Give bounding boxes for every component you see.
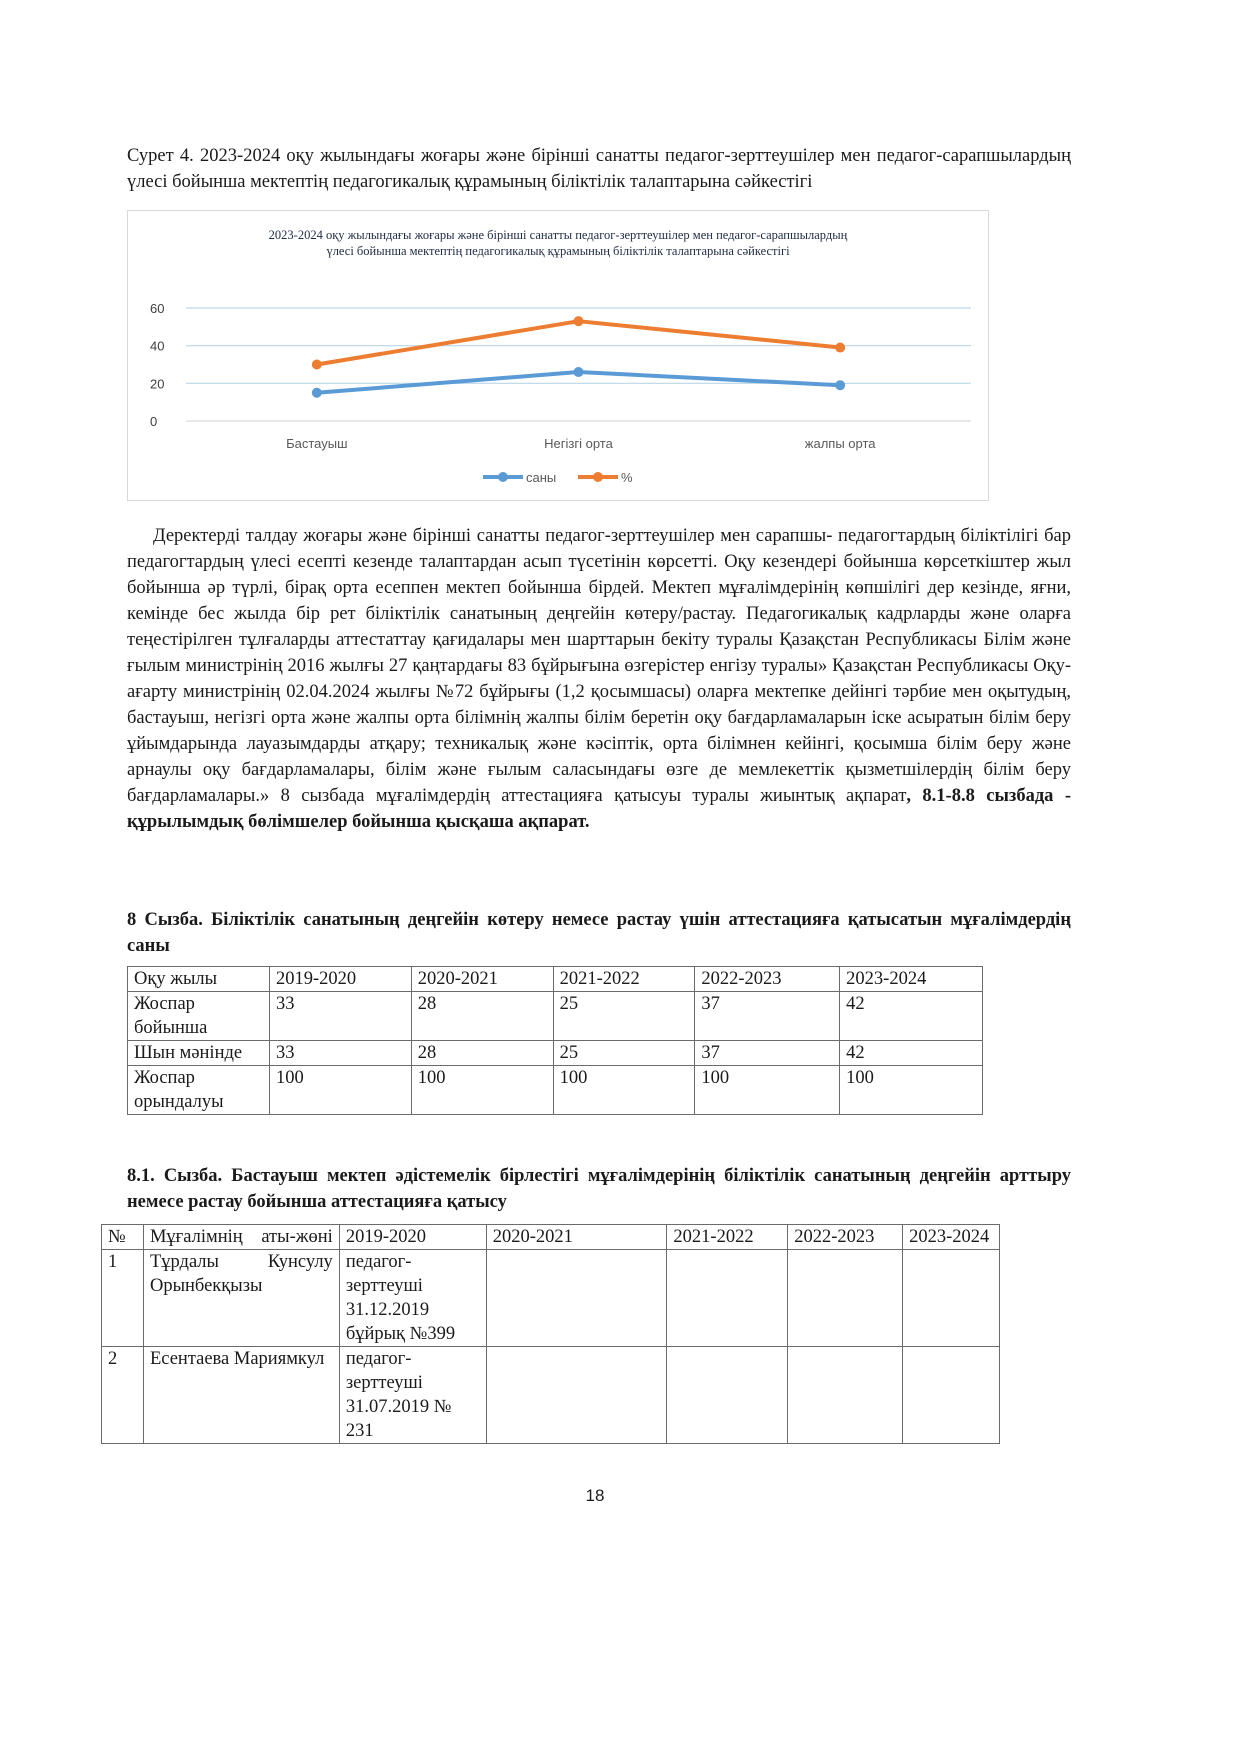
table-cell	[486, 1347, 667, 1444]
line-chart	[127, 210, 989, 501]
data-point-marker	[835, 343, 845, 353]
body-text: Деректерді талдау жоғары және бірінші санатты педагог-зерттеушілер мен сарапшы- педагогтардың біліктілігі бар педагогтардың үлесі есепті кезенде талаптардан асып түсетінін көрсетті. Оқу кезендері бойынша көрсеткіштер жыл бойынша әр түрлі, бірақ орта есеппен мектеп бойынша бірдей. Мектеп мұғалімдерінің көпшілігі дер кезінде, яғни, кемінде бес жылда бір рет біліктілік санатының деңгейін көтеру/растау. Педагогикалық кадрларды және оларға теңестірілген тұлғаларды аттестаттау қағидалары мен шарттарын бекіту туралы Қазақстан Республикасы Білім және ғылым министрінің 2016 жылғы 27 қаңтардағы 83 бұйрығына өзгерістер енгізу туралы» Қазақстан Республикасы Оқу-ағарту министрінің 02.04.2024 жылғы №72 бұйрығы (1,2 қосымшасы) оларға мектепке дейінгі тәрбие мен оқытудың, бастауыш, негізгі орта және жалпы орта білімнің жалпы білім беретін оқу бағдарламаларын іске асыратын білім беру ұйымдарында лауазымдарды атқару; техникалық және кәсіптік, орта білімнен кейінгі, қосымша білім беру және арнаулы оқу бағдарламалары, білім және ғылым саласындағы өзге де мемлекеттік қызметшілердің білім беру бағдарламалары.» 8 сызбада мұғалімдердің аттестацияға қатысуы туралы жиынтық ақпарат	[127, 526, 1071, 806]
table-cell: 33	[269, 1041, 411, 1066]
table81	[101, 1224, 1000, 1444]
header-cell: 2023-2024	[903, 1225, 1000, 1250]
table-cell: 100	[553, 1066, 695, 1115]
table-cell	[486, 1250, 667, 1347]
table-header-row	[102, 1225, 1000, 1250]
table-cell: 25	[553, 1041, 695, 1066]
x-category-label: Бастауыш	[286, 436, 348, 451]
header-cell: Оқу жылы	[128, 967, 270, 992]
table-cell: 100	[840, 1066, 983, 1115]
table-header-row	[128, 967, 983, 992]
row-label: Жоспар орындалуы	[128, 1066, 270, 1115]
table-cell	[788, 1250, 903, 1347]
header-cell: 2022-2023	[788, 1225, 903, 1250]
row-number: 2	[102, 1347, 144, 1444]
teacher-name: Тұрдалы Кунсулу Орынбекқызы	[143, 1250, 339, 1347]
header-cell: 2023-2024	[840, 967, 983, 992]
y-tick-label: 40	[150, 338, 165, 354]
series-line	[317, 321, 840, 364]
table-row	[128, 1066, 983, 1115]
y-tick-label: 20	[150, 376, 165, 392]
legend-marker-icon	[498, 472, 508, 482]
legend-marker-icon	[593, 472, 603, 482]
header-cell: 2020-2021	[486, 1225, 667, 1250]
data-point-marker	[835, 380, 845, 390]
table-cell	[667, 1347, 788, 1444]
table-cell: 33	[269, 992, 411, 1041]
figure-caption: Сурет 4. 2023-2024 оқу жылындағы жоғары және бірінші санатты педагог-зерттеушілер мен педагог-сарапшылардың үлесі бойынша мектептің педагогикалық құрамының біліктілік талаптарына сәйкестігі	[127, 146, 1071, 192]
header-cell: 2022-2023	[695, 967, 840, 992]
table-cell: 100	[411, 1066, 553, 1115]
header-cell: 2021-2022	[553, 967, 695, 992]
row-label: Шын мәнінде	[128, 1041, 270, 1066]
header-cell: 2019-2020	[339, 1225, 486, 1250]
header-cell: 2019-2020	[269, 967, 411, 992]
table8	[127, 966, 983, 1115]
chart-title-line-2: үлесі бойынша мектептің педагогикалық құрамының біліктілік талаптарына сәйкестігі	[326, 244, 790, 258]
table-row	[128, 992, 983, 1041]
x-category-label: жалпы орта	[804, 436, 876, 451]
page-number: 18	[585, 1486, 605, 1505]
table-cell	[667, 1250, 788, 1347]
table-cell: 28	[411, 1041, 553, 1066]
table-cell: 37	[695, 992, 840, 1041]
data-point-marker	[574, 316, 584, 326]
row-label: Жоспар бойынша	[128, 992, 270, 1041]
chart-plot-area	[128, 211, 990, 502]
table-cell: 42	[840, 992, 983, 1041]
chart-title-line-1: 2023-2024 оқу жылындағы жоғары және бірінші санатты педагог-зерттеушілер мен педагог-сарапшылардың	[268, 228, 848, 242]
table-row	[102, 1347, 1000, 1444]
data-point-marker	[574, 367, 584, 377]
header-cell: 2021-2022	[667, 1225, 788, 1250]
table-cell: педагог-зерттеуші 31.12.2019 бұйрық №399	[339, 1250, 486, 1347]
data-point-marker	[312, 360, 322, 370]
header-cell: Мұғалімнің аты-жөні	[143, 1225, 339, 1250]
table-row	[128, 1041, 983, 1066]
data-point-marker	[312, 388, 322, 398]
table-cell	[903, 1347, 1000, 1444]
teacher-name: Есентаева Мариямкул	[143, 1347, 339, 1444]
table-cell: 37	[695, 1041, 840, 1066]
legend-label: %	[621, 470, 633, 485]
table-cell	[903, 1250, 1000, 1347]
table-cell: 28	[411, 992, 553, 1041]
row-number: 1	[102, 1250, 144, 1347]
y-tick-label: 0	[150, 414, 158, 429]
legend-label: саны	[526, 470, 557, 485]
table81-heading: 8.1. Сызба. Бастауыш мектеп әдістемелік бірлестігі мұғалімдерінің біліктілік санатының деңгейін арттыру немесе растау бойынша аттестацияға қатысу	[127, 1166, 1071, 1212]
table8-heading: 8 Сызба. Біліктілік санатының деңгейін көтеру немесе растау үшін аттестацияға қатысатын мұғалімдердің саны	[127, 910, 1071, 956]
table-cell	[788, 1347, 903, 1444]
x-category-label: Негізгі орта	[544, 436, 613, 451]
table-cell: 42	[840, 1041, 983, 1066]
header-cell: №	[102, 1225, 144, 1250]
header-cell: 2020-2021	[411, 967, 553, 992]
table-cell: 100	[269, 1066, 411, 1115]
table-cell: 100	[695, 1066, 840, 1115]
table-row	[102, 1250, 1000, 1347]
body-bold-tail: , 8.1-8.8 сызбада - құрылымдық бөлімшелер бойынша қысқаша ақпарат.	[127, 786, 1071, 832]
table-cell: педагог-зерттеуші 31.07.2019 № 231	[339, 1347, 486, 1444]
y-tick-label: 60	[150, 301, 165, 316]
table-cell: 25	[553, 992, 695, 1041]
body-paragraph	[127, 523, 1071, 835]
